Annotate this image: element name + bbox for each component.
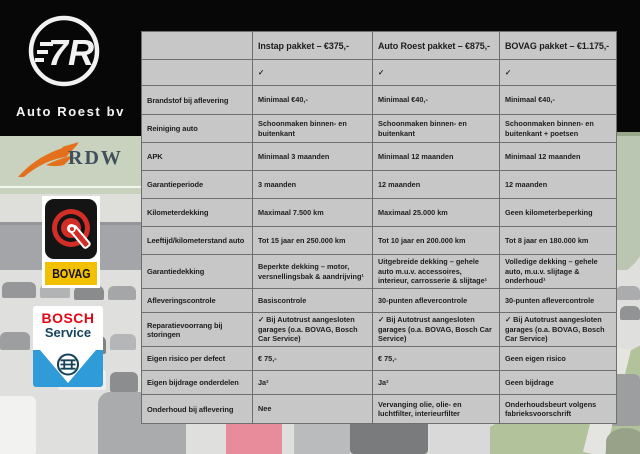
table-cell: Tot 15 jaar en 250.000 km	[253, 227, 372, 254]
table-cell: Schoonmaken binnen- en buitenkant	[373, 115, 499, 142]
bovag-wordmark-band	[45, 262, 97, 285]
rdw-logo	[16, 141, 132, 183]
table-cell: Minimaal €40,-	[253, 86, 372, 114]
table-cell: Volledige dekking – gehele auto, m.u.v. slijtage & onderhoud¹	[500, 255, 616, 288]
bovag-logo	[42, 196, 100, 288]
bosch-banner	[33, 350, 103, 387]
table-cell: Ja²	[253, 371, 372, 394]
bosch-armature-icon	[56, 352, 81, 377]
table-cell: Vervanging olie, olie- en luchtfilter, interieurfilter	[373, 395, 499, 423]
row-label: Eigen risico per defect	[142, 347, 252, 370]
row-label: Garantieperiode	[142, 171, 252, 198]
table-cell: 12 maanden	[373, 171, 499, 198]
bovag-emblem-icon	[45, 199, 97, 259]
table-cell: ✓ Bij Autotrust aangesloten garages (o.a. BOVAG, Bosch Car Service)	[500, 313, 616, 346]
column-header: BOVAG pakket – €1.175,-	[500, 32, 616, 59]
table-cell: Tot 8 jaar en 180.000 km	[500, 227, 616, 254]
table-cell: 30-punten aflevercontrole	[373, 289, 499, 312]
table-cell: Onderhoudsbeurt volgens fabrieksvoorschrift	[500, 395, 616, 423]
row-label: Brandstof bij aflevering	[142, 86, 252, 114]
row-label: Garantiedekking	[142, 255, 252, 288]
auto-roest-logo-icon	[26, 13, 102, 89]
row-label: Eigen bijdrage onderdelen	[142, 371, 252, 394]
row-label: Kilometerdekking	[142, 199, 252, 226]
table-cell: Beperkte dekking – motor, versnellingsbak & aandrijving¹	[253, 255, 372, 288]
column-header: Instap pakket – €375,-	[253, 32, 372, 59]
table-cell: Minimaal 12 maanden	[500, 143, 616, 170]
comparison-table	[141, 31, 617, 424]
brand-block	[0, 0, 141, 136]
table-cell: Minimaal 12 maanden	[373, 143, 499, 170]
bovag-dot-core	[70, 227, 74, 231]
table-cell: Minimaal 3 maanden	[253, 143, 372, 170]
column-header: Auto Roest pakket – €875,-	[373, 32, 499, 59]
table-cell: ✓ Bij Autotrust aangesloten garages (o.a. BOVAG, Bosch Car Service)	[373, 313, 499, 346]
bosch-wordmark: BOSCH	[41, 310, 95, 326]
table-cell: Geen kilometerbeperking	[500, 199, 616, 226]
rdw-wordmark: RDW	[68, 147, 123, 169]
table-cell: Uitgebreide dekking – gehele auto m.u.v. accessoires, interieur, carrosserie & slijtage¹	[373, 255, 499, 288]
table-cell: 12 maanden	[500, 171, 616, 198]
table-cell: ✓	[253, 60, 372, 85]
table-cell: Maximaal 25.000 km	[373, 199, 499, 226]
table-cell: Ja²	[373, 371, 499, 394]
table-cell: Minimaal €40,-	[500, 86, 616, 114]
row-label: Reiniging auto	[142, 115, 252, 142]
table-cell: Basiscontrole	[253, 289, 372, 312]
table-cell: Maximaal 7.500 km	[253, 199, 372, 226]
table-cell: Minimaal €40,-	[373, 86, 499, 114]
row-label: APK	[142, 143, 252, 170]
table-cell: € 75,-	[253, 347, 372, 370]
bosch-service-wordmark: Service	[44, 325, 92, 340]
bovag-wordmark: BOVAG	[51, 266, 91, 281]
corner-cell	[142, 32, 252, 59]
table-cell: Nee	[253, 395, 372, 423]
table-cell: Geen eigen risico	[500, 347, 616, 370]
bosch-service-logo	[33, 306, 103, 387]
table-cell: ✓	[500, 60, 616, 85]
table-cell: Schoonmaken binnen- en buitenkant	[253, 115, 372, 142]
table-cell: 30-punten aflevercontrole	[500, 289, 616, 312]
table-cell: Geen bijdrage	[500, 371, 616, 394]
row-label: Afleveringscontrole	[142, 289, 252, 312]
row-label: Leeftijd/kilometerstand auto	[142, 227, 252, 254]
table-cell: 3 maanden	[253, 171, 372, 198]
row-label: Onderhoud bij aflevering	[142, 395, 252, 423]
monogram-text: 7R	[48, 32, 95, 73]
table-cell: € 75,-	[373, 347, 499, 370]
row-label: Reparatievoorrang bij storingen	[142, 313, 252, 346]
dealer-name: Auto Roest bv	[16, 104, 125, 119]
table-cell: Tot 10 jaar en 200.000 km	[373, 227, 499, 254]
table-cell: Schoonmaken binnen- en buitenkant + poetsen	[500, 115, 616, 142]
table-cell: ✓ Bij Autotrust aangesloten garages (o.a. BOVAG, Bosch Car Service)	[253, 313, 372, 346]
row-label	[142, 60, 252, 85]
table-cell: ✓	[373, 60, 499, 85]
